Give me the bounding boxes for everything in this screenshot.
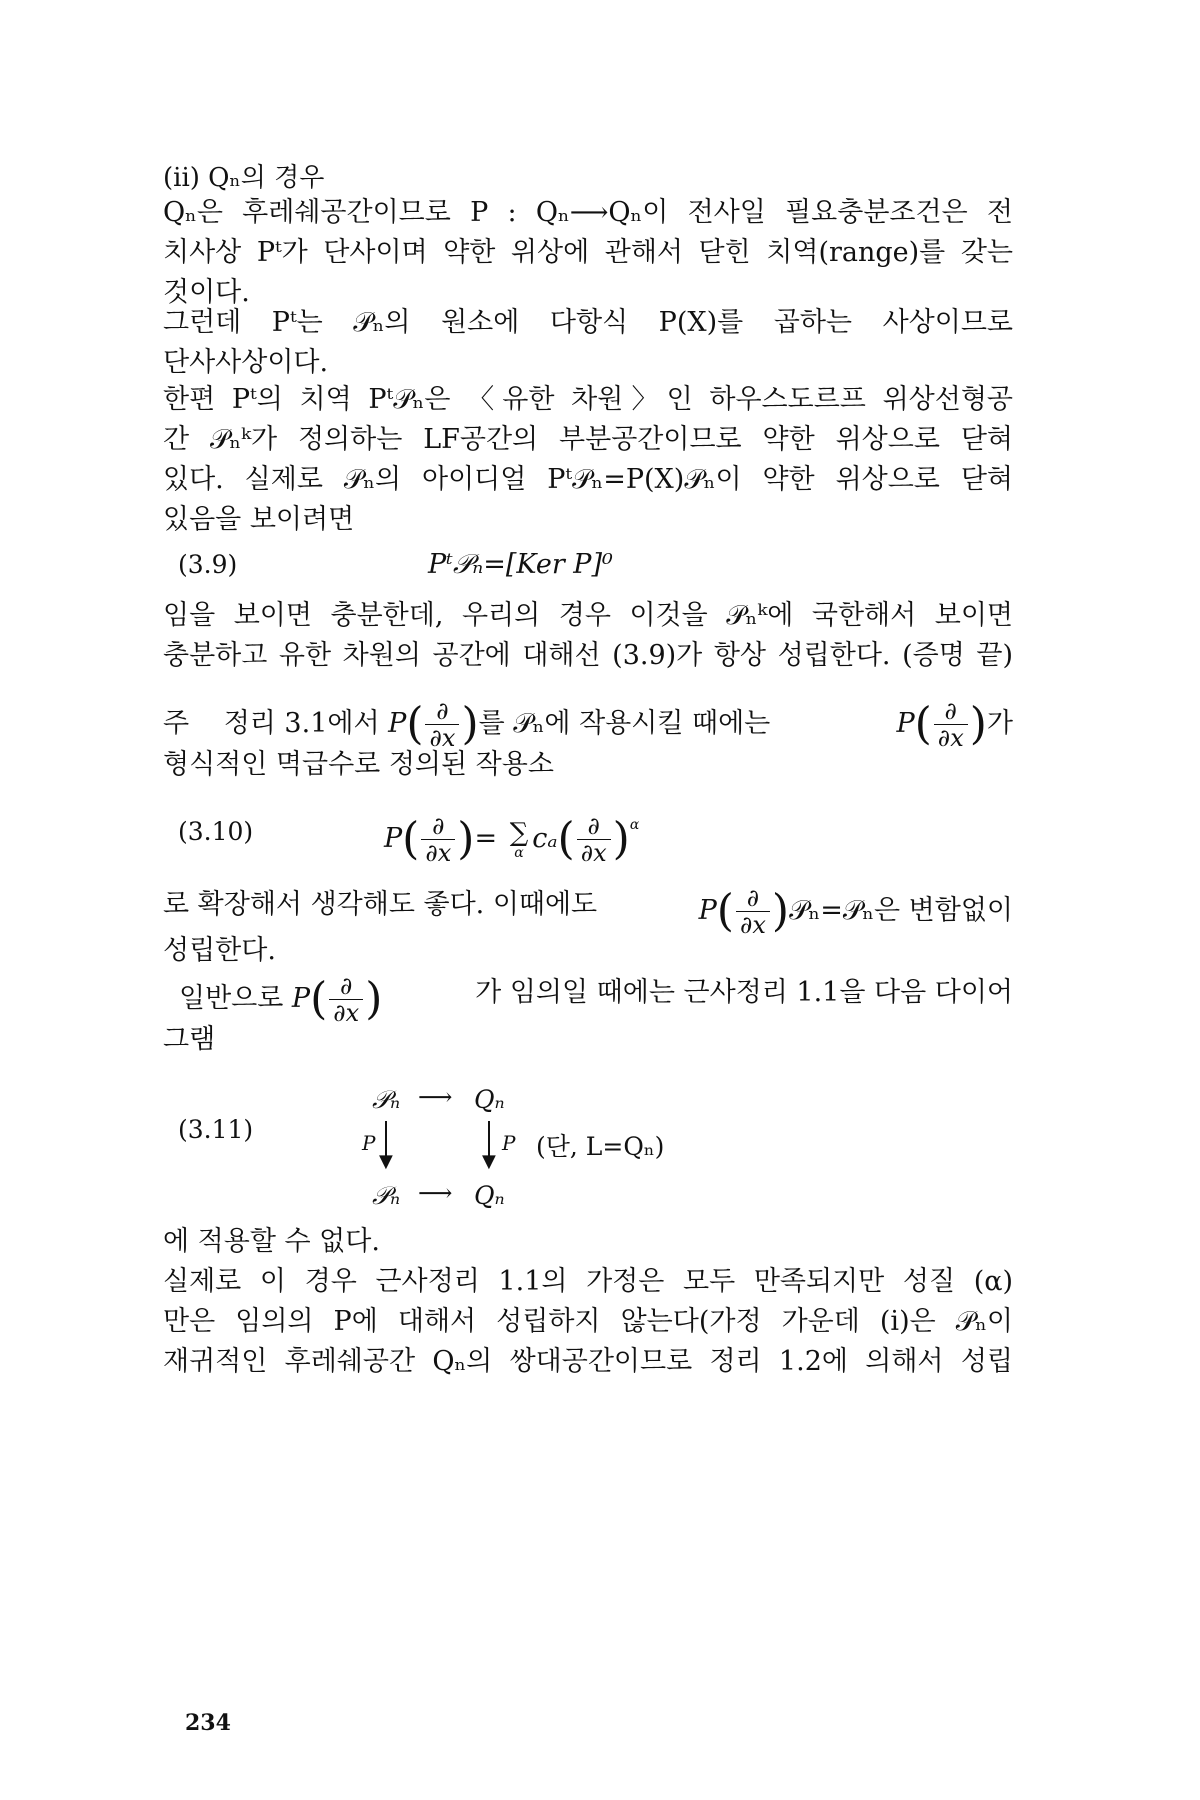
paragraph-3-line-2: 간 𝒫ₙᵏ가 정의하는 LF공간의 부분공간이므로 약한 위상으로 닫혀: [163, 424, 1013, 455]
paragraph-1-line-2: 치사상 Pᵗ가 단사이며 약한 위상에 관해서 닫힌 치역(range)를 갖는: [163, 237, 1013, 268]
equation-3-11-number: (3.11): [178, 1115, 254, 1144]
diagram-right-label: P: [502, 1131, 516, 1155]
left-paren: (: [406, 698, 424, 750]
paragraph-7-line-1: [163, 973, 1013, 1026]
partial-denominator: ∂x: [329, 999, 363, 1026]
exponent-alpha: α: [629, 817, 640, 833]
paragraph-6-text-b: 𝒫ₙ=𝒫ₙ은 변함없이: [789, 895, 1013, 926]
partial-fraction: [329, 973, 363, 1026]
right-paren: ): [771, 885, 790, 937]
summation: [509, 817, 529, 861]
paragraph-8-line-1: 에 적용할 수 없다.: [163, 1226, 380, 1257]
sum-index: α: [514, 844, 524, 861]
paragraph-7-text-a: 일반으로: [179, 983, 284, 1014]
diagram-bottom-left: 𝒫ₙ: [372, 1181, 401, 1210]
paragraph-9-line-3: 재귀적인 후레쉐공간 Qₙ의 쌍대공간이므로 정리 1.2에 의해서 성립: [163, 1346, 1013, 1377]
equals-sign: =: [474, 823, 498, 854]
diagram-left-label: P: [362, 1131, 376, 1155]
partial-numerator: ∂: [436, 697, 449, 725]
partial-fraction: [421, 813, 455, 866]
note-text-c: 가: [986, 708, 1013, 739]
operator-p: P: [384, 823, 403, 854]
partial-denominator: ∂x: [425, 724, 459, 751]
paragraph-7-text-b: 가 임의일 때에는 근사정리 1.1을 다음 다이어: [475, 977, 1013, 1008]
note-right-operator: [896, 698, 1013, 751]
diagram-right-arrowhead: ▼: [482, 1151, 496, 1172]
right-paren: ): [969, 698, 987, 750]
partial-denominator: ∂x: [577, 839, 611, 866]
partial-numerator: ∂: [944, 697, 957, 725]
operator-p-2: P: [896, 708, 915, 739]
partial-fraction: [577, 813, 611, 866]
paragraph-3-line-4: 있음을 보이려면: [163, 504, 355, 535]
equation-3-9-body: Pᵗ𝒫ₙ=[Ker P]⁰: [428, 549, 613, 580]
paragraph-4-line-2: 충분하고 유한 차원의 공간에 대해선 (3.9)가 항상 성립한다. (증명 끝): [163, 640, 1013, 671]
left-paren: (: [557, 813, 575, 865]
paragraph-2-line-2: 단사사상이다.: [163, 347, 329, 378]
sum-symbol: ∑: [509, 817, 529, 848]
paragraph-6-line-1: [163, 884, 1013, 939]
paragraph-3-line-3: 있다. 실제로 𝒫ₙ의 아이디얼 Pᵗ𝒫ₙ=P(X)𝒫ₙ이 약한 위상으로 닫혀: [163, 464, 1013, 495]
partial-denominator: ∂x: [934, 724, 968, 751]
partial-numerator: ∂: [432, 812, 445, 840]
partial-numerator: ∂: [746, 884, 760, 912]
paragraph-7-line-2: 그램: [163, 1024, 216, 1055]
page-number: 234: [185, 1710, 231, 1736]
diagram-bottom-right: Qₙ: [474, 1181, 505, 1210]
partial-numerator: ∂: [340, 972, 353, 1000]
note-text-b: 를 𝒫ₙ에 작용시킬 때에는: [478, 708, 771, 739]
left-paren: (: [914, 698, 932, 750]
paragraph-3-line-1: 한편 Pᵗ의 치역 Pᵗ𝒫ₙ은 〈유한 차원〉인 하우스도르프 위상선형공: [163, 384, 1013, 415]
partial-fraction: [934, 698, 968, 751]
right-paren: ): [457, 813, 475, 865]
note-line-2: 형식적인 멱급수로 정의된 작용소: [163, 749, 554, 780]
diagram-top-left: 𝒫ₙ: [372, 1085, 401, 1114]
partial-numerator: ∂: [587, 812, 600, 840]
paragraph-6-line-2: 성립한다.: [163, 935, 276, 966]
right-paren: ): [612, 813, 630, 865]
paragraph-6-text-a: 로 확장해서 생각해도 좋다. 이때에도: [163, 889, 598, 920]
diagram-left-arrowhead: ▼: [379, 1151, 393, 1172]
partial-fraction: [425, 698, 459, 751]
right-paren: ): [461, 698, 479, 750]
operator-p-1: P: [388, 708, 407, 739]
diagram-top-arrow: ⟶: [418, 1083, 453, 1111]
left-paren: (: [310, 973, 328, 1025]
coefficient: cₐ: [532, 823, 558, 854]
diagram-bottom-arrow: ⟶: [418, 1179, 453, 1207]
left-paren: (: [716, 885, 734, 937]
equation-3-10-body: [384, 805, 639, 866]
paragraph-2-line-1: 그런데 Pᵗ는 𝒫ₙ의 원소에 다항식 P(X)를 곱하는 사상이므로: [163, 307, 1013, 338]
partial-denominator: ∂x: [736, 911, 770, 938]
partial-denominator: ∂x: [421, 839, 455, 866]
diagram-note: (단, L=Qₙ): [536, 1132, 665, 1161]
diagram-top-right: Qₙ: [474, 1085, 505, 1114]
paragraph-4-line-1: 임을 보이면 충분한데, 우리의 경우 이것을 𝒫ₙᵏ에 국한해서 보이면: [163, 600, 1013, 631]
paragraph-1-line-1: Qₙ은 후레쉐공간이므로 P : Qₙ⟶Qₙ이 전사일 필요충분조건은 전: [163, 197, 1013, 228]
operator-p: P: [291, 983, 311, 1014]
section-heading: (ii) Qₙ의 경우: [163, 163, 325, 193]
note-label: 주: [163, 708, 190, 739]
paragraph-9-line-2: 만은 임의의 P에 대해서 성립하지 않는다(가정 가운데 (i)은 𝒫ₙ이: [163, 1306, 1013, 1337]
note-text-a: 정리 3.1에서: [223, 708, 380, 739]
commutative-diagram: [360, 1085, 720, 1225]
paragraph-1-line-3: 것이다.: [163, 277, 250, 308]
right-paren: ): [365, 973, 383, 1025]
paragraph-9-line-1: 실제로 이 경우 근사정리 1.1의 가정은 모두 만족되지만 성질 (α): [163, 1266, 1013, 1297]
equation-3-9-number: (3.9): [178, 550, 238, 579]
equation-3-10-number: (3.10): [178, 817, 254, 846]
note-line-1: [163, 698, 1013, 751]
operator-p: P: [698, 895, 717, 926]
left-paren: (: [402, 813, 420, 865]
